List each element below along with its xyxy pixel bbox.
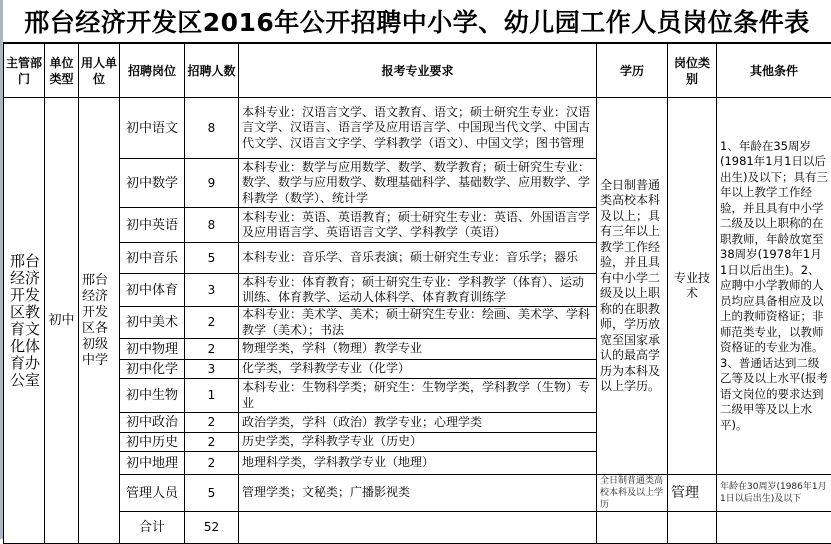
major-cell: 本科专业：汉语言文学、语文教育、语文；硕士研究生专业：汉语言文学、汉语言、语言学及应用语言学、中国现当代文学、中国古代文学、汉语言文字学、学科教学（语文）、中国文学；图书管理 [239, 98, 597, 159]
count-cell: 3 [185, 360, 239, 379]
position-cell: 初中地理 [120, 452, 185, 475]
count-cell: 2 [185, 452, 239, 475]
page-title: 邢台经济开发区2016年公开招聘中小学、幼儿园工作人员岗位条件表 [3, 0, 831, 44]
major-cell: 政治学类，学科（政治）教学专业；心理学类 [239, 413, 597, 433]
count-cell: 1 [185, 379, 239, 413]
position-cell: 初中物理 [120, 339, 185, 360]
count-cell: 2 [185, 413, 239, 433]
count-cell: 5 [185, 243, 239, 274]
header-unit-type: 单位类型 [45, 44, 79, 98]
major-cell: 物理学类，学科（物理）教学专业 [239, 339, 597, 360]
position-cell: 初中体育 [120, 274, 185, 307]
header-employer: 用人单位 [79, 44, 120, 98]
table-row [4, 98, 831, 159]
education-cell: 全日制普通类高校本科及以上；具有三年以上教学工作经验，并且具有中小学二级及以上职称的在职教师，学历放宽至国家承认的最高学历为本科及以上学历。 [597, 98, 668, 475]
count-cell: 8 [185, 208, 239, 243]
count-cell: 2 [185, 433, 239, 452]
major-cell: 历史学类，学科教学专业（历史） [239, 433, 597, 452]
header-row [4, 44, 831, 98]
count-cell: 3 [185, 274, 239, 307]
count-cell: 9 [185, 159, 239, 208]
position-cell: 初中化学 [120, 360, 185, 379]
header-position: 招聘岗位 [120, 44, 185, 98]
other-conditions-cell: 1、年龄在35周岁(1981年1月1日以后出生)及以下；具有三年以上教学工作经验，并且具有中小学二级及以上职称的在职教师，年龄放宽至38周岁(1978年1月1日以后出生)。2、应聘中小学教师的人员均应具备相应及以上的教师资格证；非师范类专业，以教师资格证的专业为准。3、普通话达到二级乙等及以上水平(报考语文岗位的要求达到二级甲等及以上水平)。 [717, 98, 831, 475]
header-count: 招聘人数 [185, 44, 239, 98]
position-cell: 初中数学 [120, 159, 185, 208]
dept-cell: 邢台经济开发区教育文化体育办公室 [4, 98, 45, 544]
table-row-management [4, 475, 831, 512]
major-cell: 管理学类；文秘类；广播影视类 [239, 475, 597, 512]
position-cell: 管理人员 [120, 475, 185, 512]
post-type-cell: 管理 [668, 475, 717, 512]
position-cell: 初中音乐 [120, 243, 185, 274]
header-education: 学历 [597, 44, 668, 98]
header-major: 报考专业要求 [239, 44, 597, 98]
major-cell: 本科专业：生物科学类；研究生：生物学类，学科教学（生物）专业 [239, 379, 597, 413]
position-cell: 初中生物 [120, 379, 185, 413]
employer-cell: 邢台经济开发区各初级中学 [79, 98, 120, 544]
major-cell: 本科专业：美术学、美术；硕士研究生专业：绘画、美术学、学科教学（美术）；书法 [239, 307, 597, 339]
major-cell: 化学类，学科教学专业（化学） [239, 360, 597, 379]
unit-type-cell: 初中 [45, 98, 79, 544]
position-cell: 初中政治 [120, 413, 185, 433]
education-cell: 全日制普通类高校本科及以上学历 [597, 475, 668, 512]
total-label: 合计 [120, 512, 185, 544]
major-cell: 本科专业：体育教育；硕士研究生专业：学科教学（体育）、运动训练、体育教学、运动人体科学、体育教育训练学 [239, 274, 597, 307]
total-count: 52 [185, 512, 239, 544]
major-cell: 本科专业：英语、英语教育；硕士研究生专业：英语、外国语言学及应用语言学、英语语言文学、学科教学（英语） [239, 208, 597, 243]
count-cell: 2 [185, 339, 239, 360]
position-cell: 初中历史 [120, 433, 185, 452]
position-cell: 初中美术 [120, 307, 185, 339]
other-conditions-cell: 年龄在30周岁(1986年1月1日以后出生)及以下 [717, 475, 831, 512]
position-cell: 初中英语 [120, 208, 185, 243]
major-cell: 地理科学类，学科教学专业（地理） [239, 452, 597, 475]
header-dept: 主管部门 [4, 44, 45, 98]
count-cell: 8 [185, 98, 239, 159]
major-cell: 本科专业：数学与应用数学、数学、数学教育；硕士研究生专业：数学、数学与应用数学、数理基础科学、基础数学、应用数学、学科教学（数学）、统计学 [239, 159, 597, 208]
header-other: 其他条件 [717, 44, 831, 98]
position-cell: 初中语文 [120, 98, 185, 159]
major-cell: 本科专业：音乐学、音乐表演；硕士研究生专业：音乐学；器乐 [239, 243, 597, 274]
count-cell: 2 [185, 307, 239, 339]
post-type-cell: 专业技术 [668, 98, 717, 475]
count-cell: 5 [185, 475, 239, 512]
recruitment-table [3, 43, 831, 544]
header-post-type: 岗位类别 [668, 44, 717, 98]
